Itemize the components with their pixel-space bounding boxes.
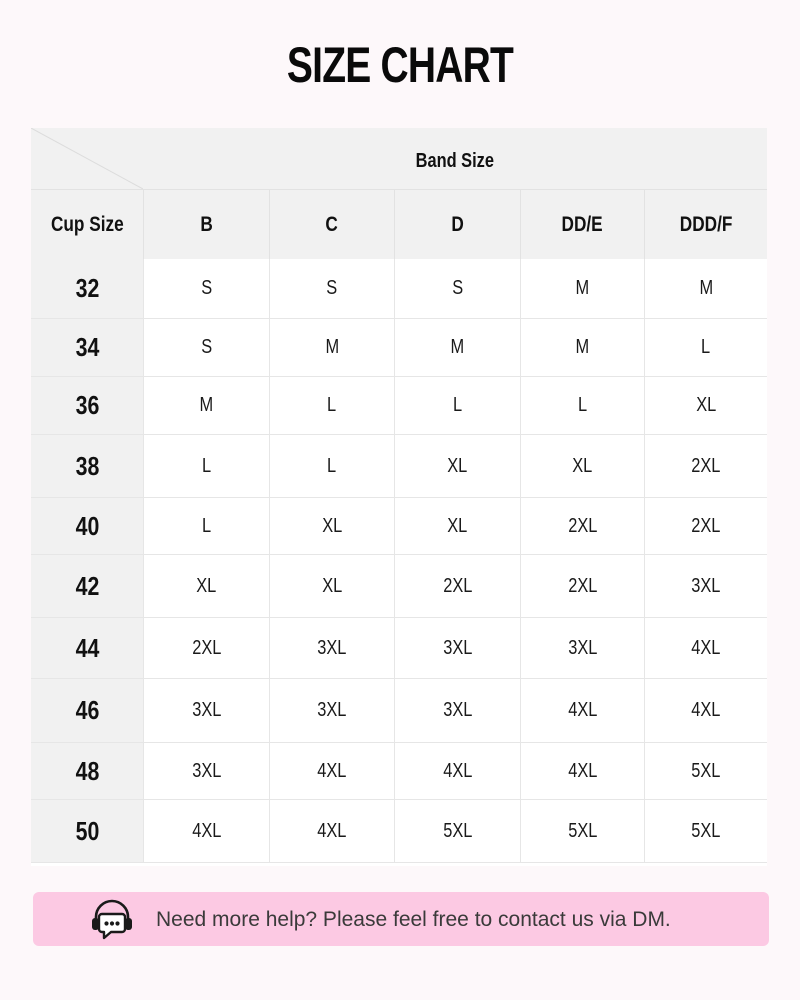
headset-chat-icon: [89, 897, 135, 941]
help-banner[interactable]: [33, 892, 769, 946]
row-label: 34: [31, 319, 143, 376]
row-label: 40: [31, 498, 143, 554]
table-cell: 2XL: [394, 555, 520, 617]
table-cell: 2XL: [644, 435, 767, 497]
table-cell: 3XL: [520, 618, 644, 678]
table-row: [31, 800, 767, 863]
band-size-header: [31, 128, 767, 189]
table-cell: 2XL: [143, 618, 269, 678]
table-cell: 5XL: [520, 800, 644, 862]
row-label: 32: [31, 259, 143, 318]
row-label: 48: [31, 743, 143, 799]
table-cell: M: [520, 259, 644, 318]
table-cell: XL: [269, 555, 394, 617]
table-cell: XL: [394, 498, 520, 554]
table-cell: S: [143, 319, 269, 376]
table-cell: 5XL: [394, 800, 520, 862]
column-header-row: [31, 189, 767, 259]
table-cell: 4XL: [394, 743, 520, 799]
table-cell: M: [143, 377, 269, 434]
table-row: [31, 679, 767, 743]
table-cell: 4XL: [143, 800, 269, 862]
table-cell: S: [143, 259, 269, 318]
table-cell: XL: [143, 555, 269, 617]
table-cell: L: [520, 377, 644, 434]
help-text: Need more help? Please feel free to contact us via DM.: [156, 908, 671, 931]
table-cell: XL: [520, 435, 644, 497]
table-cell: 3XL: [269, 618, 394, 678]
table-row: [31, 743, 767, 800]
size-chart-table: [31, 128, 767, 866]
cup-size-label: Cup Size: [50, 212, 124, 236]
table-cell: L: [143, 435, 269, 497]
table-cell: 3XL: [394, 679, 520, 742]
column-header: C: [269, 190, 394, 259]
row-label: 50: [31, 800, 143, 862]
table-row: [31, 377, 767, 435]
column-header: D: [394, 190, 520, 259]
table-cell: 3XL: [644, 555, 767, 617]
table-cell: 4XL: [644, 679, 767, 742]
row-label: 44: [31, 618, 143, 678]
table-cell: XL: [269, 498, 394, 554]
column-header: B: [143, 190, 269, 259]
column-header: DDD/F: [644, 190, 767, 259]
table-cell: 5XL: [644, 800, 767, 862]
page-title: SIZE CHART: [286, 37, 514, 93]
column-header: DD/E: [520, 190, 644, 259]
table-cell: L: [269, 377, 394, 434]
table-cell: 4XL: [520, 743, 644, 799]
table-cell: L: [143, 498, 269, 554]
table-cell: M: [520, 319, 644, 376]
table-row: [31, 498, 767, 555]
table-cell: XL: [644, 377, 767, 434]
table-row: [31, 555, 767, 618]
band-size-label: Band Size: [415, 150, 495, 172]
table-cell: 3XL: [143, 743, 269, 799]
table-cell: 2XL: [520, 498, 644, 554]
diagonal-divider: [31, 128, 143, 189]
table-cell: 4XL: [644, 618, 767, 678]
table-cell: L: [644, 319, 767, 376]
table-cell: M: [394, 319, 520, 376]
table-row: [31, 618, 767, 679]
table-cell: 3XL: [143, 679, 269, 742]
table-row: [31, 319, 767, 377]
table-cell: S: [394, 259, 520, 318]
table-cell: XL: [394, 435, 520, 497]
table-cell: 5XL: [644, 743, 767, 799]
table-cell: L: [394, 377, 520, 434]
row-label: 36: [31, 377, 143, 434]
table-cell: M: [269, 319, 394, 376]
table-cell: 2XL: [520, 555, 644, 617]
table-row: [31, 259, 767, 319]
row-label: 38: [31, 435, 143, 497]
table-cell: 4XL: [269, 800, 394, 862]
row-label: 42: [31, 555, 143, 617]
row-label: 46: [31, 679, 143, 742]
table-cell: 4XL: [269, 743, 394, 799]
table-body: [31, 259, 767, 863]
table-cell: 2XL: [644, 498, 767, 554]
table-row: [31, 435, 767, 498]
table-cell: 4XL: [520, 679, 644, 742]
table-cell: L: [269, 435, 394, 497]
table-cell: 3XL: [269, 679, 394, 742]
table-cell: 3XL: [394, 618, 520, 678]
table-cell: M: [644, 259, 767, 318]
table-cell: S: [269, 259, 394, 318]
